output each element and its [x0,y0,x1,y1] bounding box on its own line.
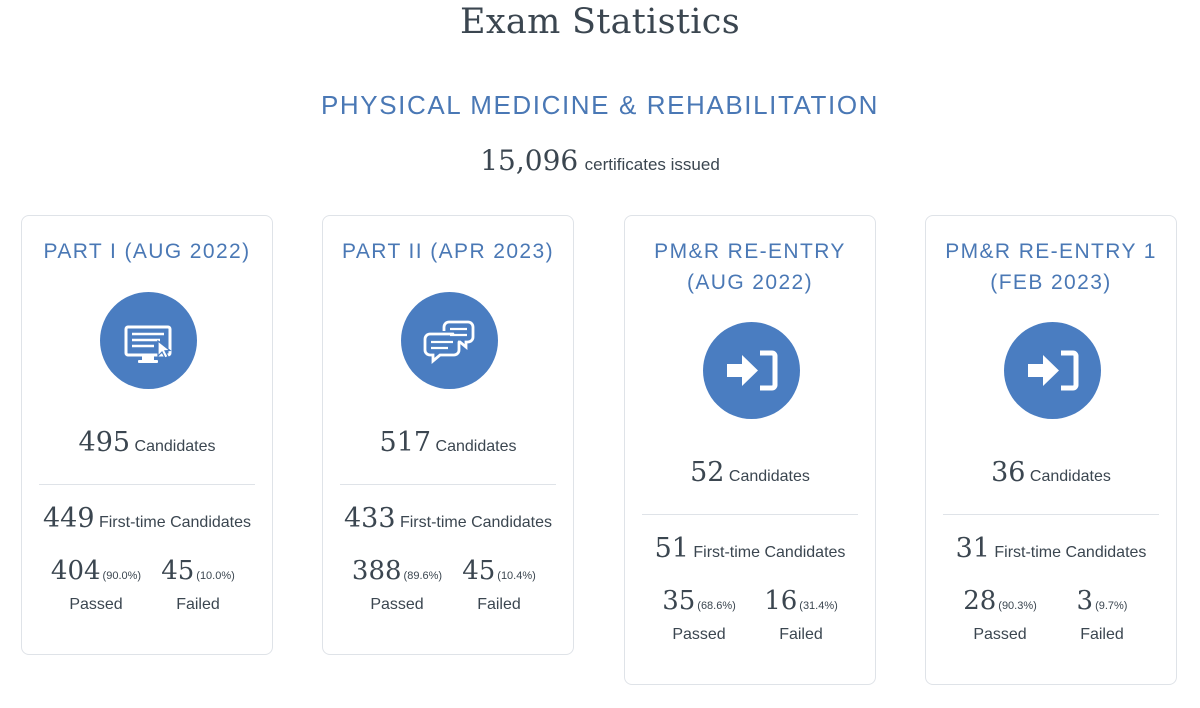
failed-count: 45 [161,556,195,586]
candidates-count: 36 [991,457,1026,488]
passed-count: 35 [662,586,696,616]
pass-fail-row [625,586,875,644]
first-time-label: First-time Candidates [693,544,846,561]
sign-in-icon [703,322,800,419]
failed-label: Failed [176,596,220,613]
pass-fail-row [22,556,272,614]
card-title-line-2: (FEB 2023) [990,271,1112,294]
passed-stat [950,586,1050,644]
card-title-line-1: PM&R RE-ENTRY 1 [945,240,1157,263]
certificates-label: certificates issued [584,155,720,174]
specialty-heading: PHYSICAL MEDICINE & REHABILITATION [320,90,880,120]
sign-in-icon [1004,322,1101,419]
failed-stat [1052,586,1152,644]
candidates-count: 517 [379,427,432,458]
passed-label: Passed [672,626,726,643]
pass-fail-row [323,556,573,614]
monitor-click-icon [100,292,197,389]
candidates-label: Candidates [134,438,216,455]
pass-fail-row [926,586,1176,644]
first-time-candidates [926,533,1176,564]
failed-percent: (9.7%) [1095,600,1128,612]
certificates-count: 15,096 [480,144,579,177]
candidates-total [625,457,875,488]
first-time-count: 51 [654,533,689,564]
card-title-line-1: PART I (AUG 2022) [43,240,251,263]
first-time-label: First-time Candidates [399,514,553,531]
failed-label: Failed [477,596,521,613]
failed-label: Failed [779,626,823,643]
candidates-label: Candidates [435,438,517,455]
card-title [625,236,875,298]
divider [39,484,255,485]
card-title-line-1: PART II (APR 2023) [342,240,554,263]
first-time-count: 433 [343,503,396,534]
failed-count: 45 [462,556,496,586]
failed-stat [449,556,549,614]
passed-label: Passed [973,626,1027,643]
candidates-count: 52 [690,457,725,488]
candidates-count: 495 [78,427,131,458]
candidates-total [22,427,272,458]
passed-stat [46,556,146,614]
failed-stat [751,586,851,644]
failed-label: Failed [1080,626,1124,643]
failed-percent: (10.4%) [497,570,536,582]
card-title [323,236,573,267]
passed-label: Passed [69,596,123,613]
failed-percent: (31.4%) [799,600,838,612]
failed-count: 3 [1076,586,1094,616]
passed-stat [649,586,749,644]
passed-count: 28 [963,586,997,616]
failed-percent: (10.0%) [196,570,235,582]
failed-stat [148,556,248,614]
card-title [926,236,1176,298]
failed-count: 16 [764,586,798,616]
card-title-line-2: (AUG 2022) [686,271,814,294]
divider [642,514,858,515]
first-time-candidates [323,503,573,534]
card-title-line-1: PM&R RE-ENTRY [654,240,846,263]
candidates-label: Candidates [1029,468,1111,485]
passed-percent: (90.3%) [998,600,1037,612]
exam-card-part-1 [21,215,273,655]
candidates-total [926,457,1176,488]
passed-percent: (90.0%) [102,570,142,582]
divider [943,514,1159,515]
exam-card-part-2 [322,215,574,655]
first-time-label: First-time Candidates [98,514,252,531]
passed-count: 388 [351,556,402,586]
passed-percent: (89.6%) [403,570,443,582]
card-title [22,236,272,267]
passed-percent: (68.6%) [697,600,736,612]
candidates-label: Candidates [728,468,810,485]
exam-card-reentry-1 [925,215,1177,685]
passed-stat [347,556,447,614]
divider [340,484,556,485]
first-time-candidates [22,503,272,534]
first-time-label: First-time Candidates [994,544,1147,561]
first-time-candidates [625,533,875,564]
passed-count: 404 [50,556,101,586]
first-time-count: 449 [42,503,95,534]
first-time-count: 31 [955,533,990,564]
exam-card-reentry [624,215,876,685]
page-title: Exam Statistics [460,2,740,42]
candidates-total [323,427,573,458]
passed-label: Passed [370,596,424,613]
certificates-summary [0,144,1200,177]
chat-bubbles-icon [401,292,498,389]
